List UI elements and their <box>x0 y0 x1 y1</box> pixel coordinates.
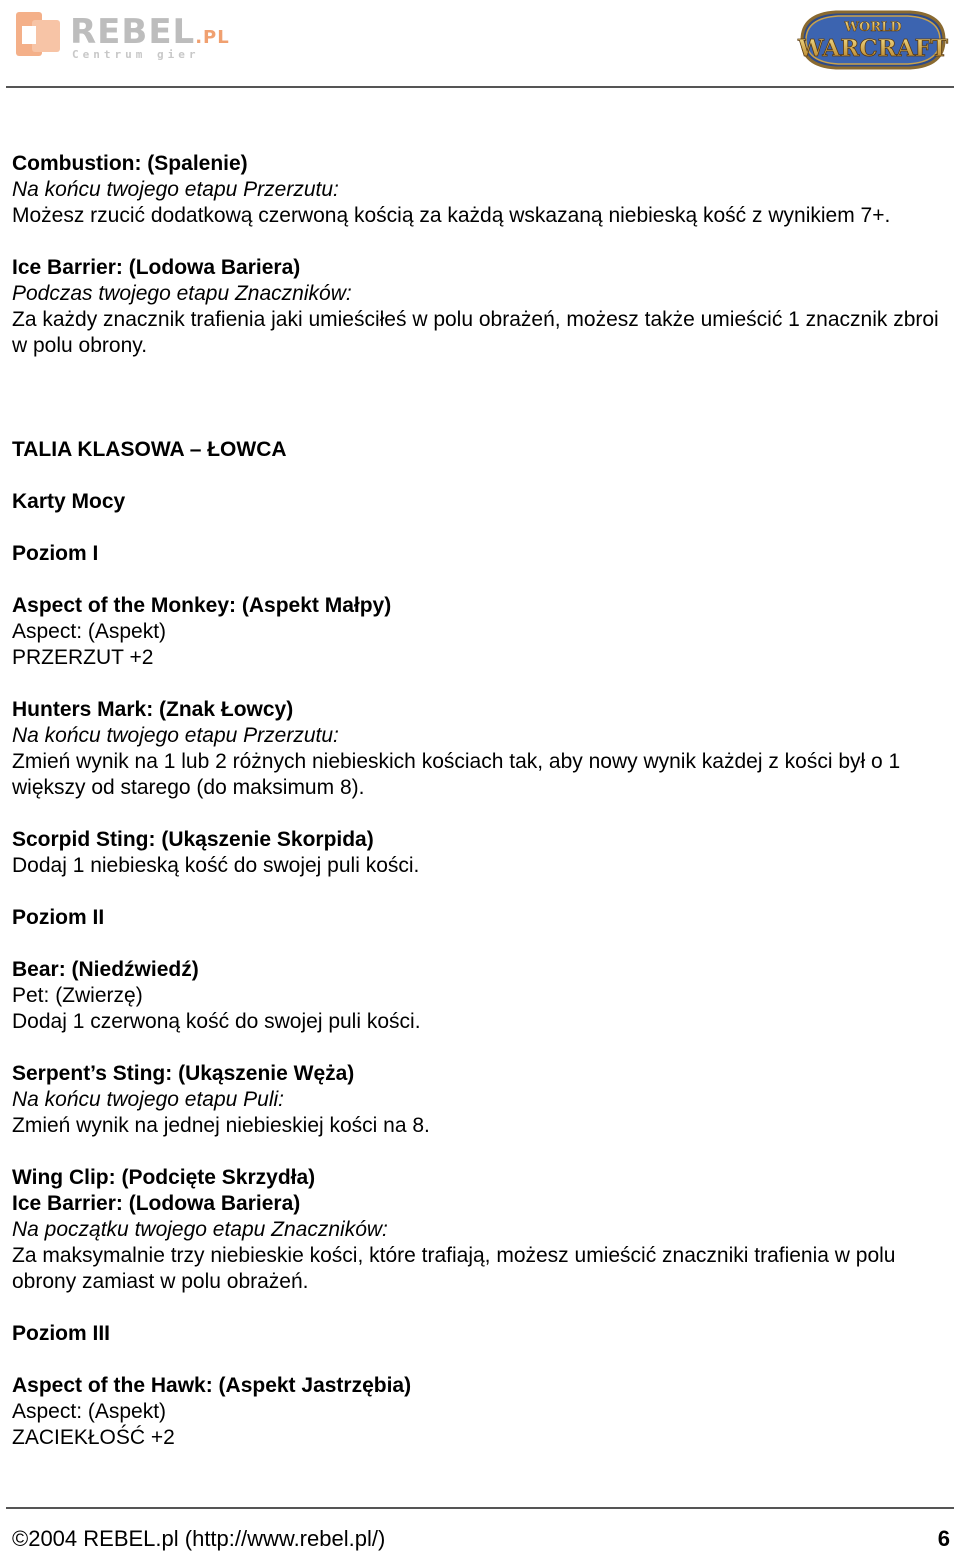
card-title: Hunters Mark: (Znak Łowcy) <box>12 698 294 721</box>
card-phase: Na końcu twojego etapu Przerzutu: <box>12 724 339 747</box>
card-text: Możesz rzucić dodatkową czerwoną kością za każdą wskazaną niebieską kość z wynikiem 7+. <box>12 204 891 227</box>
section-title: TALIA KLASOWA – ŁOWCA <box>12 438 287 461</box>
card-title: Scorpid Sting: (Ukąszenie Skorpida) <box>12 828 374 851</box>
card-text: Zmień wynik na 1 lub 2 różnych niebieskich kościach tak, aby nowy wynik każdej z kości był o 1 większy od starego (do maksimum 8). <box>12 750 901 799</box>
card-title: Aspect of the Hawk: (Aspekt Jastrzębia) <box>12 1374 412 1397</box>
card-phase: Na końcu twojego etapu Puli: <box>12 1088 285 1111</box>
card-title: Ice Barrier: (Lodowa Bariera) <box>12 256 301 279</box>
level-heading: Poziom III <box>12 1322 111 1345</box>
rebel-logo <box>14 8 230 64</box>
card-title: Serpent’s Sting: (Ukąszenie Węża) <box>12 1062 355 1085</box>
deck-title: Karty Mocy <box>12 490 126 513</box>
card-text: Za każdy znacznik trafienia jaki umieściłeś w polu obrażeń, możesz także umieścić 1 znacznik zbroi w polu obrony. <box>12 308 939 357</box>
card-phase: Na końcu twojego etapu Przerzutu: <box>12 178 339 201</box>
footer-divider <box>6 1507 954 1509</box>
rebel-logo-text: REBEL.PL <box>70 12 230 52</box>
card-type: Aspect: (Aspekt) <box>12 1400 167 1423</box>
card-phase: Na początku twojego etapu Znaczników: <box>12 1218 388 1241</box>
card-phase: Podczas twojego etapu Znaczników: <box>12 282 352 305</box>
level-heading: Poziom I <box>12 542 99 565</box>
footer-copyright: ©2004 REBEL.pl (http://www.rebel.pl/) <box>12 1526 386 1551</box>
card-title: Combustion: (Spalenie) <box>12 152 248 175</box>
page-number: 6 <box>937 1526 950 1551</box>
card-title: Wing Clip: (Podcięte Skrzydła) <box>12 1166 316 1189</box>
document-body <box>12 151 948 1451</box>
card-title: Bear: (Niedźwiedź) <box>12 958 199 981</box>
header-divider <box>6 86 954 88</box>
level-heading: Poziom II <box>12 906 105 929</box>
card-type: Pet: (Zwierzę) <box>12 984 143 1007</box>
rebel-logo-subtitle: Centrum gier <box>72 48 200 61</box>
page-header <box>0 0 960 86</box>
card-effect: Dodaj 1 czerwoną kość do swojej puli kości. <box>12 1010 421 1033</box>
card-subtitle: Ice Barrier: (Lodowa Bariera) <box>12 1192 301 1215</box>
svg-text:WORLD: WORLD <box>844 20 902 35</box>
card-effect: ZACIEKŁOŚĆ +2 <box>12 1426 175 1449</box>
card-text: Zmień wynik na jednej niebieskiej kości na 8. <box>12 1114 430 1137</box>
svg-text:WARCRAFT: WARCRAFT <box>797 35 949 62</box>
world-of-warcraft-logo <box>796 6 950 74</box>
card-effect: PRZERZUT +2 <box>12 646 154 669</box>
card-type: Aspect: (Aspekt) <box>12 620 167 643</box>
rebel-logo-mark <box>14 10 62 58</box>
card-text: Za maksymalnie trzy niebieskie kości, które trafiają, możesz umieścić znaczniki trafienia w polu obrony zamiast w polu obrażeń. <box>12 1244 896 1293</box>
card-title: Aspect of the Monkey: (Aspekt Małpy) <box>12 594 392 617</box>
card-text: Dodaj 1 niebieską kość do swojej puli kości. <box>12 854 420 877</box>
